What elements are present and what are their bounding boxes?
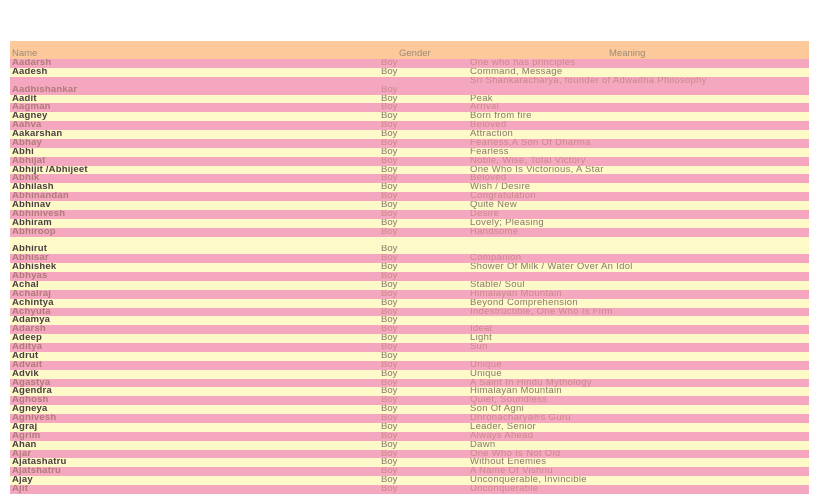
table-row: [10, 139, 809, 148]
row-gender: Boy: [381, 369, 398, 379]
row-name: Adamya: [12, 316, 51, 326]
row-name: Achal: [12, 280, 39, 290]
row-meaning: Beloved: [470, 174, 507, 184]
table-row: [10, 95, 809, 104]
row-name: Abhinandan: [12, 192, 69, 202]
row-name: Abhijit /Abhijeet: [12, 165, 88, 175]
table-row: [10, 343, 809, 352]
row-gender: Boy: [381, 272, 398, 281]
row-name: Abhisar: [12, 254, 49, 264]
table-row: [10, 432, 809, 441]
row-name: Abhinav: [12, 201, 51, 210]
table-row: [10, 281, 809, 290]
row-meaning: Attraction: [470, 130, 514, 139]
table-row: [10, 121, 809, 130]
row-name: Aadit: [12, 94, 37, 104]
row-gender: Boy: [381, 343, 398, 352]
row-name: Abhiroop: [12, 227, 56, 237]
row-meaning: Sri Shankaracharya, founder of Adwaitha Philosophy: [470, 76, 707, 86]
table-row: [10, 228, 809, 237]
row-meaning: Indestructible, One Who Is Firm: [470, 307, 613, 317]
row-gender: Boy: [381, 449, 398, 459]
table-header: [10, 41, 809, 59]
row-name: Aahva: [12, 121, 42, 131]
row-gender: Boy: [381, 130, 398, 139]
table-row: [10, 476, 809, 485]
row-meaning: [470, 237, 809, 255]
table-body: [10, 59, 809, 494]
row-gender: Boy: [381, 121, 398, 131]
row-gender: Boy: [381, 387, 398, 397]
row-meaning: Without Enemies: [470, 458, 547, 468]
row-gender: Boy: [381, 174, 398, 184]
row-meaning: Arrival: [470, 103, 500, 113]
row-meaning: Handsome: [470, 227, 519, 237]
row-name: Adrut: [12, 351, 39, 361]
row-gender: Boy: [381, 209, 398, 219]
row-gender: Boy: [381, 431, 398, 441]
row-meaning: Lovely; Pleasing: [470, 218, 544, 228]
row-name: Agraj: [12, 422, 38, 432]
row-gender: Boy: [381, 476, 398, 486]
row-name: Agnivesh: [12, 414, 57, 423]
row-gender: Boy: [381, 467, 398, 477]
table-row: [10, 334, 809, 343]
header-meaning: Meaning: [609, 48, 646, 59]
table-row: [10, 405, 809, 414]
row-name: Agendra: [12, 387, 52, 397]
row-name: Aadesh: [12, 67, 48, 77]
row-name: Agrim: [12, 431, 41, 441]
row-meaning: [470, 316, 809, 325]
row-gender: Boy: [381, 59, 398, 68]
row-gender: Boy: [381, 156, 398, 166]
row-gender: Boy: [381, 485, 398, 494]
row-meaning: One Who Is Victorious, A Star: [470, 165, 604, 175]
row-meaning: A Saint In Hindu Mythology: [470, 378, 592, 388]
row-gender: Boy: [381, 360, 398, 370]
row-gender: Boy: [381, 280, 398, 290]
table-row: [10, 201, 809, 210]
row-gender: Boy: [381, 405, 398, 415]
row-name: Advait: [12, 360, 43, 370]
table-row: [10, 316, 809, 325]
table-row: [10, 130, 809, 139]
table-row: [10, 290, 809, 299]
table-row: [10, 254, 809, 263]
table-row: [10, 308, 809, 317]
table-row: [10, 174, 809, 183]
row-meaning: Leader, Senior: [470, 422, 536, 432]
names-table: [10, 41, 809, 494]
row-gender: Boy: [381, 218, 398, 228]
row-gender: Boy: [381, 396, 398, 406]
row-name: Abhishek: [12, 263, 57, 273]
row-meaning: Quite New: [470, 201, 518, 210]
row-meaning: Beyond Comprehension: [470, 298, 578, 308]
row-name: Aakarshan: [12, 130, 63, 139]
header-name: Name: [12, 48, 38, 59]
row-gender: Boy: [381, 263, 398, 273]
row-meaning: Quiet, Soundless: [470, 396, 548, 406]
row-name: Achintya: [12, 298, 54, 308]
table-row: [10, 166, 809, 175]
row-name: Ahan: [12, 440, 37, 450]
row-meaning: Unconquerable, Invincible: [470, 476, 587, 486]
table-row: [10, 103, 809, 112]
row-gender: Boy: [381, 245, 398, 255]
table-row: [10, 299, 809, 308]
row-name: Ajatshatru: [12, 467, 61, 477]
row-meaning: Dawn: [470, 440, 496, 450]
row-name: Aditya: [12, 343, 43, 352]
table-row: [10, 396, 809, 405]
row-gender: Boy: [381, 227, 398, 237]
row-name: Advik: [12, 369, 39, 379]
row-meaning: Sun: [470, 343, 488, 352]
row-name: Abhay: [12, 138, 43, 148]
table-row: [10, 352, 809, 361]
row-meaning: Always Ahead: [470, 431, 534, 441]
table-row: [10, 387, 809, 396]
table-row: [10, 148, 809, 157]
row-gender: Boy: [381, 440, 398, 450]
row-meaning: Unique: [470, 369, 502, 379]
row-meaning: A Name Of Vishnu: [470, 467, 553, 477]
row-name: Ajar: [12, 449, 32, 459]
row-gender: Boy: [381, 298, 398, 308]
row-meaning: Peak: [470, 94, 493, 104]
row-name: Abhiram: [12, 218, 52, 228]
row-name: Adeep: [12, 334, 43, 344]
row-name: Ajay: [12, 476, 33, 486]
row-name: Ajit: [12, 485, 29, 494]
row-name: Achalraj: [12, 289, 52, 299]
table-row: [10, 210, 809, 219]
row-name: Aadhishankar: [12, 85, 78, 95]
table-row: [10, 272, 809, 281]
row-meaning: Wish / Desire: [470, 183, 531, 193]
row-name: Abhirut: [12, 245, 48, 255]
row-meaning: Born from fire: [470, 112, 532, 122]
table-row: [10, 467, 809, 476]
table-row: [10, 183, 809, 192]
row-gender: Boy: [381, 147, 398, 157]
row-meaning: Himalayan Mountain: [470, 289, 562, 299]
row-name: Abhi: [12, 147, 34, 157]
row-meaning: Noble, Wise, Total Victory: [470, 156, 586, 166]
table-row: [10, 219, 809, 228]
row-name: Abhyas: [12, 272, 48, 281]
row-name: Abhilash: [12, 183, 54, 193]
row-meaning: Son Of Agni: [470, 405, 525, 415]
row-name: Aagman: [12, 103, 51, 113]
row-meaning: Companion: [470, 254, 522, 264]
table-row: [10, 441, 809, 450]
row-meaning: Desire: [470, 209, 500, 219]
table-row: [10, 77, 809, 95]
row-name: Achyuta: [12, 307, 51, 317]
row-meaning: Unique: [470, 360, 502, 370]
row-gender: Boy: [381, 103, 398, 113]
row-meaning: Congratulation: [470, 192, 536, 202]
row-name: Aadarsh: [12, 59, 52, 68]
table-row: [10, 192, 809, 201]
row-name: Aagney: [12, 112, 48, 122]
table-row: [10, 237, 809, 255]
row-gender: Boy: [381, 316, 398, 326]
row-gender: Boy: [381, 458, 398, 468]
row-gender: Boy: [381, 67, 398, 77]
row-meaning: Light: [470, 334, 493, 344]
table-row: [10, 450, 809, 459]
row-gender: Boy: [381, 138, 398, 148]
row-meaning: One who has principles: [470, 59, 576, 68]
table-row: [10, 157, 809, 166]
row-gender: Boy: [381, 422, 398, 432]
table-row: [10, 370, 809, 379]
table-row: [10, 423, 809, 432]
table-row: [10, 458, 809, 467]
row-meaning: Beloved: [470, 121, 507, 131]
row-name: Abhik: [12, 174, 40, 184]
row-meaning: Ideal: [470, 325, 493, 335]
row-meaning: Unconquerable: [470, 485, 539, 494]
table-row: [10, 263, 809, 272]
row-name: Agneya: [12, 405, 48, 415]
row-meaning: Dhronacharya®s Guru: [470, 414, 571, 423]
row-gender: Boy: [381, 307, 398, 317]
row-meaning: [470, 352, 809, 361]
row-meaning: One Who Is Not Old: [470, 449, 561, 459]
row-name: Abhinivesh: [12, 209, 66, 219]
row-name: Adarsh: [12, 325, 46, 335]
row-gender: Boy: [381, 254, 398, 264]
row-gender: Boy: [381, 289, 398, 299]
row-name: Agastya: [12, 378, 51, 388]
row-meaning: Shower Of Milk / Water Over An Idol: [470, 263, 633, 273]
row-gender: Boy: [381, 334, 398, 344]
header-gender: Gender: [399, 48, 431, 59]
row-meaning: [470, 272, 809, 281]
row-meaning: Stable/ Soul: [470, 280, 525, 290]
table-row: [10, 112, 809, 121]
row-gender: Boy: [381, 378, 398, 388]
table-row: [10, 68, 809, 77]
row-meaning: Fearless: [470, 147, 509, 157]
row-meaning: Himalayan Mountain: [470, 387, 562, 397]
row-name: Aghosh: [12, 396, 49, 406]
row-gender: Boy: [381, 192, 398, 202]
row-meaning: Command, Message: [470, 67, 563, 77]
row-gender: Boy: [381, 183, 398, 193]
row-gender: Boy: [381, 414, 398, 423]
row-gender: Boy: [381, 85, 398, 95]
row-gender: Boy: [381, 112, 398, 122]
row-gender: Boy: [381, 325, 398, 335]
table-row: [10, 414, 809, 423]
row-gender: Boy: [381, 351, 398, 361]
table-row: [10, 485, 809, 494]
row-gender: Boy: [381, 201, 398, 210]
table-row: [10, 325, 809, 334]
row-gender: Boy: [381, 165, 398, 175]
table-row: [10, 361, 809, 370]
table-row: [10, 59, 809, 68]
row-name: Abhijat: [12, 156, 46, 166]
row-name: Ajatashatru: [12, 458, 67, 468]
table-row: [10, 379, 809, 388]
row-gender: Boy: [381, 94, 398, 104]
row-meaning: Fearless,A Son Of Dharma: [470, 138, 591, 148]
